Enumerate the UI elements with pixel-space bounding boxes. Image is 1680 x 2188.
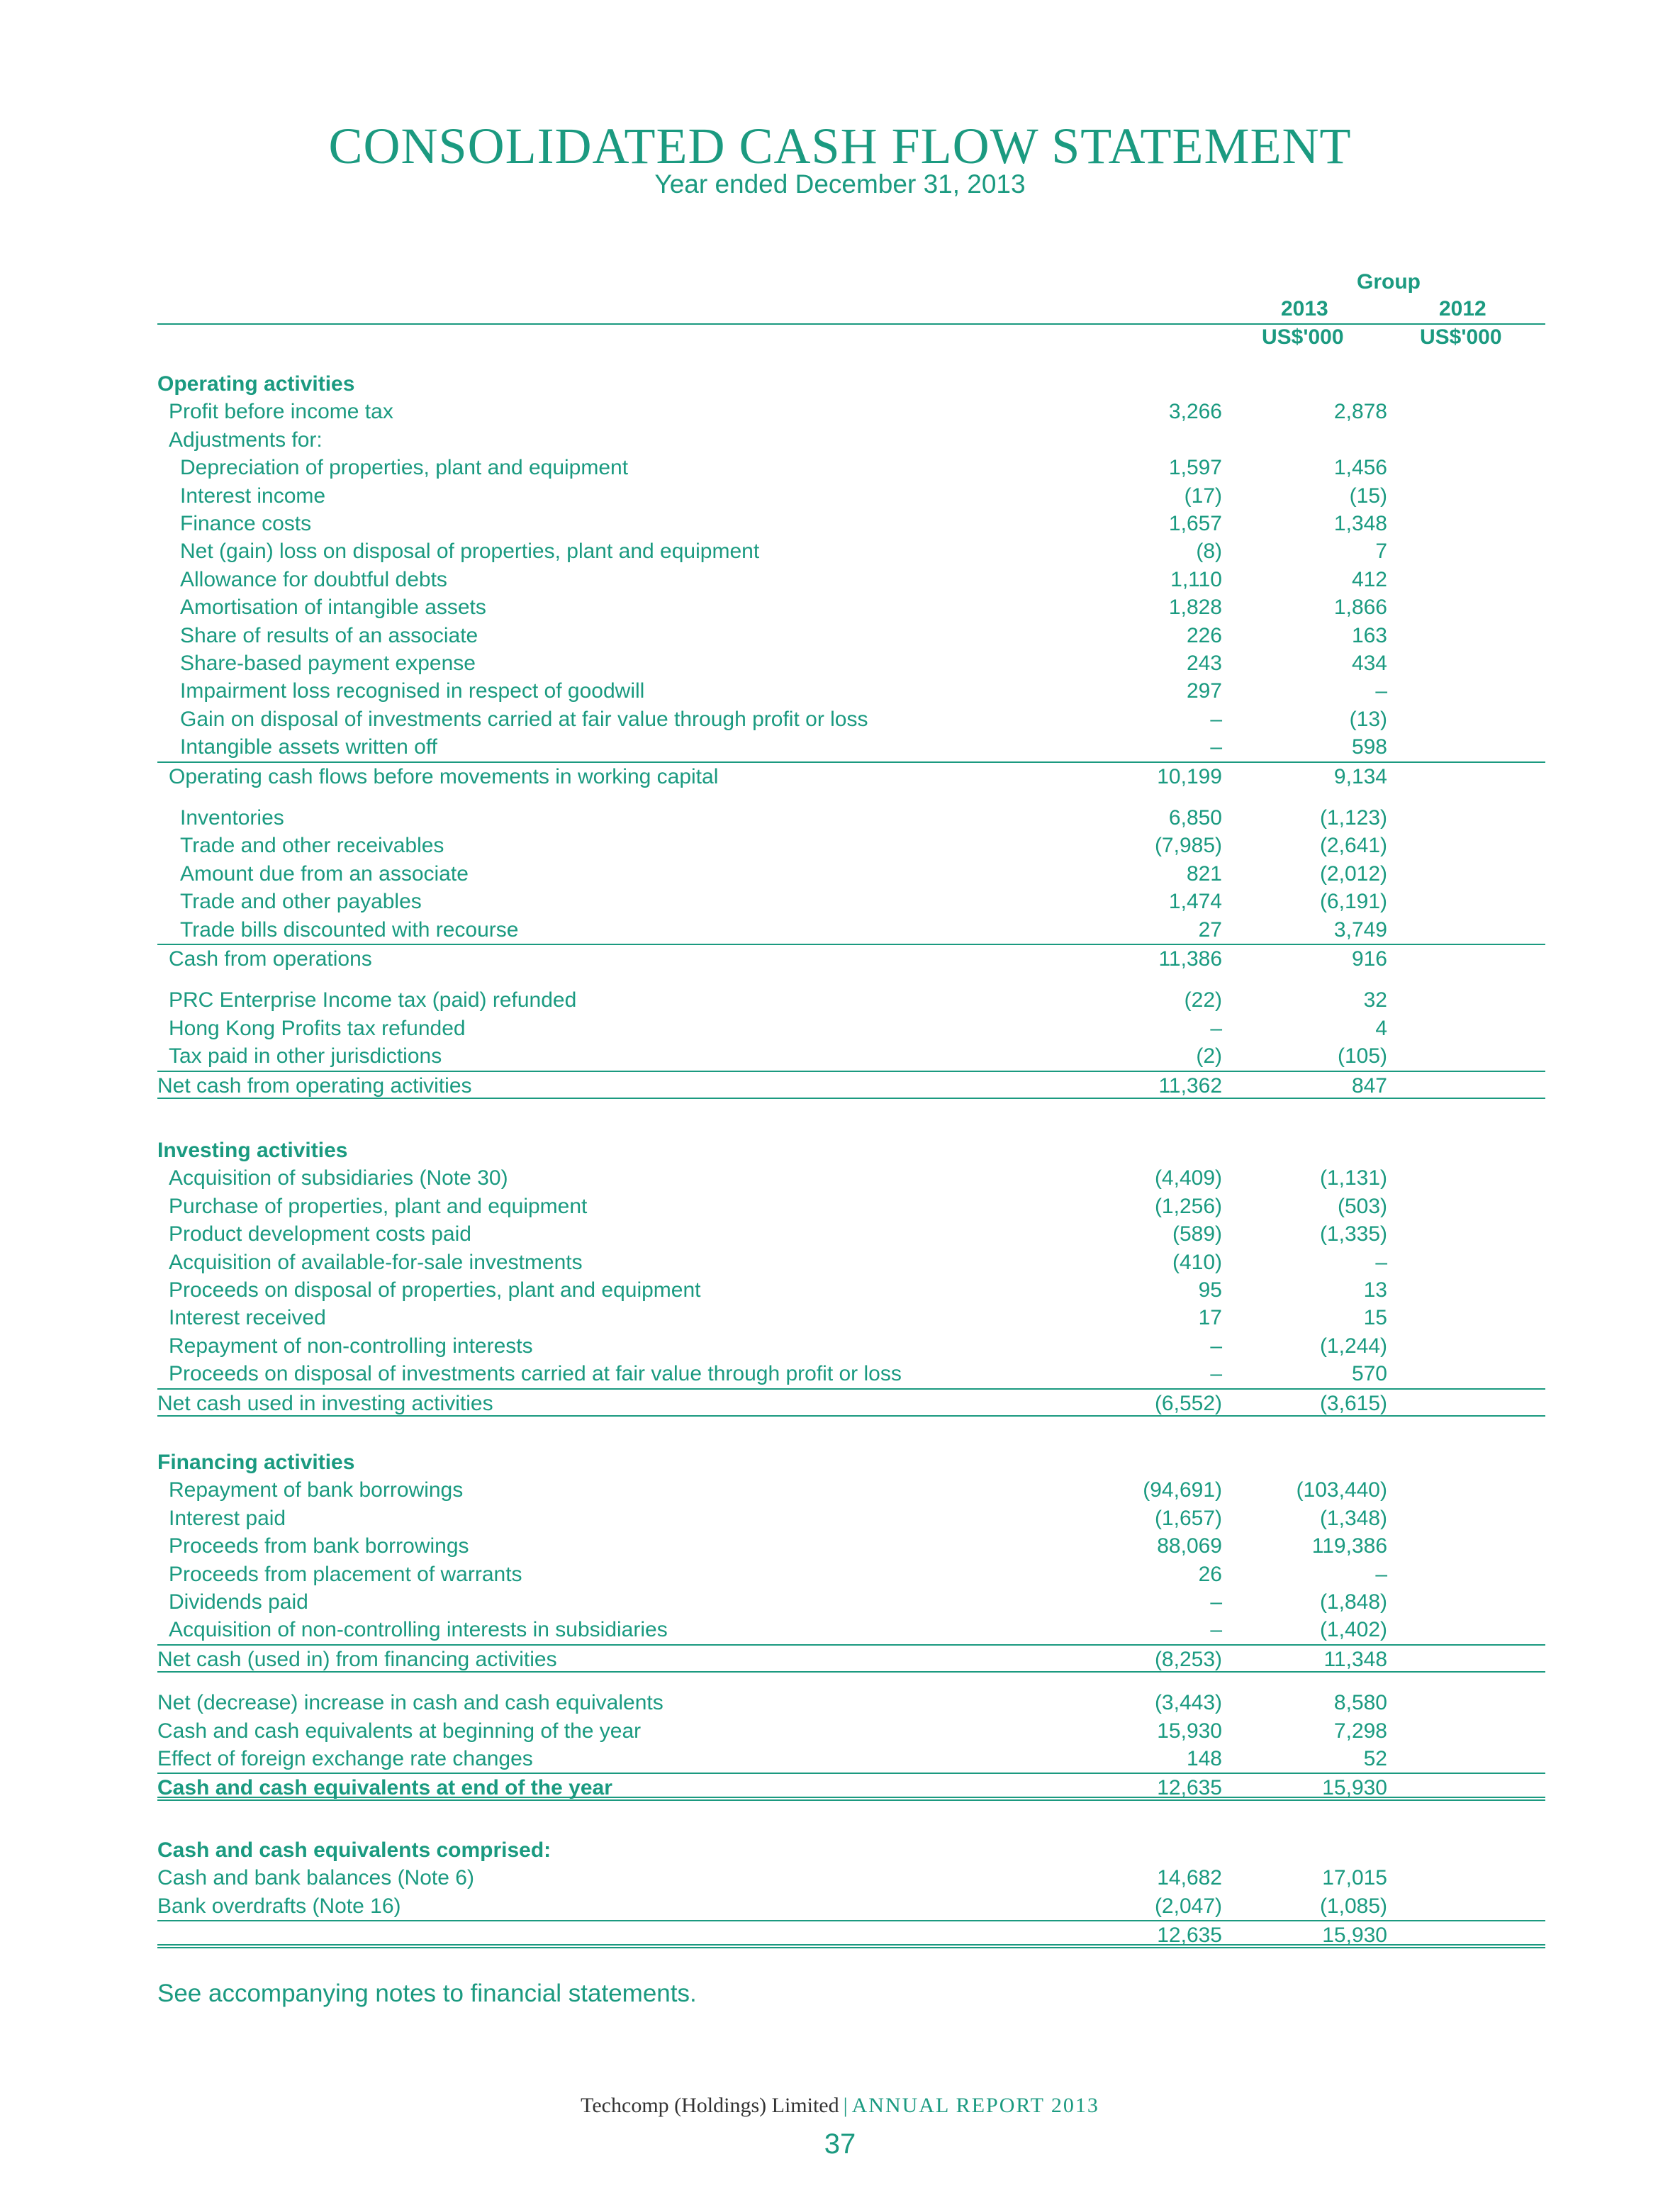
table-row xyxy=(157,1164,1545,1193)
row-label: Share of results of an associate xyxy=(180,623,478,647)
row-label: Proceeds on disposal of investments carried at fair value through profit or loss xyxy=(169,1362,902,1386)
table-row xyxy=(157,1449,1545,1477)
unit-2012-header: US$'000 xyxy=(1420,325,1502,349)
footer-separator: | xyxy=(843,2094,848,2117)
table-row xyxy=(157,482,1545,510)
value-2013: (2,047) xyxy=(1154,1894,1222,1918)
table-row xyxy=(157,1071,1545,1099)
value-2013: 27 xyxy=(1198,917,1222,942)
value-2013: (8,253) xyxy=(1154,1647,1222,1671)
row-label: Intangible assets written off xyxy=(180,735,437,759)
page-footer xyxy=(0,2093,1680,2119)
table-row xyxy=(157,1304,1545,1332)
value-2013: 88,069 xyxy=(1157,1534,1222,1558)
value-2012: (503) xyxy=(1337,1194,1387,1218)
value-2012: 15,930 xyxy=(1322,1776,1387,1800)
value-2013: 3,266 xyxy=(1168,400,1222,424)
table-row xyxy=(157,1015,1545,1043)
value-2013: 1,597 xyxy=(1168,456,1222,480)
value-2013: – xyxy=(1210,1016,1222,1040)
row-label: Finance costs xyxy=(180,512,312,535)
value-2012: – xyxy=(1375,679,1387,703)
row-label: Investing activities xyxy=(157,1139,348,1162)
value-2012: – xyxy=(1375,1250,1387,1274)
value-2012: (2,641) xyxy=(1319,834,1387,858)
value-2012: 598 xyxy=(1351,735,1387,759)
value-2013: 95 xyxy=(1198,1278,1222,1302)
row-label: Acquisition of available-for-sale investments xyxy=(169,1250,583,1274)
row-label: Repayment of non-controlling interests xyxy=(169,1334,533,1358)
table-row xyxy=(157,1476,1545,1505)
row-label: Profit before income tax xyxy=(169,400,393,424)
value-2012: 119,386 xyxy=(1311,1534,1387,1558)
table-row xyxy=(157,1249,1545,1277)
value-2013: 297 xyxy=(1186,679,1222,703)
page-title: CONSOLIDATED CASH FLOW STATEMENT xyxy=(328,118,1352,174)
row-label: Gain on disposal of investments carried at fair value through profit or loss xyxy=(180,707,868,731)
value-2013: – xyxy=(1210,1362,1222,1386)
value-2012: 8,580 xyxy=(1333,1691,1387,1715)
value-2013: (1,256) xyxy=(1154,1194,1222,1218)
value-2012: (2,012) xyxy=(1319,861,1387,886)
value-2013: (8) xyxy=(1196,540,1222,564)
value-2012: (1,131) xyxy=(1319,1166,1387,1190)
value-2012: 163 xyxy=(1351,623,1387,647)
value-2013: (4,409) xyxy=(1154,1166,1222,1190)
row-label: Share-based payment expense xyxy=(180,652,476,675)
table-row xyxy=(157,677,1545,705)
table-row xyxy=(157,1332,1545,1361)
row-label: Interest received xyxy=(169,1306,326,1330)
table-row xyxy=(157,1360,1545,1388)
table-row xyxy=(157,916,1545,944)
row-label: Net cash from operating activities xyxy=(157,1073,472,1098)
row-label: Adjustments for: xyxy=(169,428,323,452)
row-label: Cash and bank balances (Note 6) xyxy=(157,1866,474,1890)
table-row xyxy=(157,832,1545,860)
row-label: Interest paid xyxy=(169,1506,286,1530)
value-2013: (410) xyxy=(1172,1250,1222,1274)
value-2012: 4 xyxy=(1375,1016,1387,1040)
row-label: Bank overdrafts (Note 16) xyxy=(157,1894,401,1918)
value-2013: 1,474 xyxy=(1168,890,1222,914)
table-row xyxy=(157,1689,1545,1717)
table-row xyxy=(157,454,1545,482)
value-2012: 32 xyxy=(1363,988,1387,1012)
row-label: PRC Enterprise Income tax (paid) refunded xyxy=(169,988,577,1012)
row-label: Interest income xyxy=(180,484,326,508)
table-row xyxy=(157,537,1545,566)
table-row xyxy=(157,1042,1545,1071)
page-number: 37 xyxy=(824,2128,856,2160)
row-label: Operating cash flows before movements in working capital xyxy=(169,764,719,788)
value-2012: 7 xyxy=(1375,540,1387,564)
value-2012: (1,848) xyxy=(1319,1590,1387,1614)
table-row xyxy=(157,510,1545,538)
table-row xyxy=(157,649,1545,678)
table-row xyxy=(157,593,1545,622)
footnote: See accompanying notes to financial statements. xyxy=(157,1980,697,2007)
row-label: Cash and cash equivalents at beginning of the year xyxy=(157,1719,642,1743)
value-2013: 14,682 xyxy=(1157,1866,1222,1890)
row-label: Proceeds from placement of warrants xyxy=(169,1562,522,1586)
row-label: Trade and other payables xyxy=(180,890,422,914)
table-row xyxy=(157,1561,1545,1589)
value-2012: 3,749 xyxy=(1333,917,1387,942)
value-2012: (1,085) xyxy=(1319,1894,1387,1918)
value-2012: 7,298 xyxy=(1333,1719,1387,1743)
value-2013: (589) xyxy=(1172,1222,1222,1246)
value-2012: 11,348 xyxy=(1323,1647,1387,1671)
table-row xyxy=(157,761,1545,790)
table-row xyxy=(157,1276,1545,1305)
unit-2013-header: US$'000 xyxy=(1262,325,1344,349)
row-label: Proceeds from bank borrowings xyxy=(169,1534,469,1558)
value-2013: 1,110 xyxy=(1170,567,1222,591)
row-label: Dividends paid xyxy=(169,1590,308,1614)
value-2013: 6,850 xyxy=(1168,806,1222,830)
value-2013: 11,386 xyxy=(1158,947,1222,971)
table-row xyxy=(157,1220,1545,1249)
value-2012: (1,123) xyxy=(1319,806,1387,830)
value-2012: (103,440) xyxy=(1296,1478,1387,1502)
value-2013: 1,828 xyxy=(1168,596,1222,620)
value-2012: 434 xyxy=(1351,652,1387,675)
value-2012: 916 xyxy=(1351,947,1387,971)
table-row xyxy=(157,705,1545,734)
table-row xyxy=(157,1505,1545,1533)
table-row xyxy=(157,1616,1545,1644)
row-label: Net cash (used in) from financing activities xyxy=(157,1647,557,1671)
table-row xyxy=(157,888,1545,916)
value-2012: (1,244) xyxy=(1319,1334,1387,1358)
table-row xyxy=(157,1920,1545,1948)
value-2012: 1,348 xyxy=(1333,512,1387,535)
row-label: Depreciation of properties, plant and equipment xyxy=(180,456,629,480)
row-label: Inventories xyxy=(180,806,284,830)
value-2012: 1,866 xyxy=(1333,596,1387,620)
value-2012: 847 xyxy=(1351,1073,1387,1098)
value-2013: 26 xyxy=(1198,1562,1222,1586)
value-2013: 243 xyxy=(1186,652,1222,675)
table-row xyxy=(157,1773,1545,1801)
value-2012: 9,134 xyxy=(1333,764,1387,788)
value-2012: (105) xyxy=(1337,1044,1387,1068)
value-2013: – xyxy=(1210,1334,1222,1358)
value-2013: 226 xyxy=(1186,623,1222,647)
value-2012: (1,348) xyxy=(1319,1506,1387,1530)
table-row xyxy=(157,1644,1545,1673)
value-2013: (1,657) xyxy=(1154,1506,1222,1530)
value-2013: (2) xyxy=(1196,1044,1222,1068)
value-2013: (3,443) xyxy=(1154,1691,1222,1715)
value-2012: 17,015 xyxy=(1322,1866,1387,1890)
row-label: Amortisation of intangible assets xyxy=(180,596,486,620)
row-label: Repayment of bank borrowings xyxy=(169,1478,464,1502)
row-label: Acquisition of non-controlling interests in subsidiaries xyxy=(169,1618,668,1642)
footer-company: Techcomp (Holdings) Limited xyxy=(581,2094,839,2117)
table-row xyxy=(157,1388,1545,1417)
row-label: Net (gain) loss on disposal of properties, plant and equipment xyxy=(180,540,760,564)
row-label: Tax paid in other jurisdictions xyxy=(169,1044,442,1068)
row-label: Proceeds on disposal of properties, plant and equipment xyxy=(169,1278,701,1302)
row-label: Allowance for doubtful debts xyxy=(180,567,447,591)
value-2012: (1,402) xyxy=(1319,1618,1387,1642)
value-2013: 148 xyxy=(1186,1747,1222,1770)
row-label: Amount due from an associate xyxy=(180,861,469,886)
value-2013: – xyxy=(1210,707,1222,731)
row-label: Impairment loss recognised in respect of goodwill xyxy=(180,679,645,703)
table-row xyxy=(157,1588,1545,1617)
table-row xyxy=(157,1717,1545,1746)
value-2013: 12,635 xyxy=(1157,1924,1222,1947)
row-label: Operating activities xyxy=(157,372,355,396)
value-2013: 1,657 xyxy=(1168,512,1222,535)
row-label: Net cash used in investing activities xyxy=(157,1391,493,1415)
value-2012: 13 xyxy=(1363,1278,1387,1302)
table-row xyxy=(157,733,1545,761)
table-row xyxy=(157,944,1545,972)
value-2013: – xyxy=(1210,1590,1222,1614)
table-row xyxy=(157,1193,1545,1221)
table-row xyxy=(157,370,1545,398)
table-row xyxy=(157,860,1545,888)
table-row xyxy=(157,398,1545,426)
table-row xyxy=(157,426,1545,454)
value-2012: 15 xyxy=(1363,1306,1387,1330)
value-2013: (6,552) xyxy=(1154,1391,1222,1415)
row-label: Cash and cash equivalents comprised: xyxy=(157,1838,551,1862)
value-2013: 12,635 xyxy=(1157,1776,1222,1800)
table-row xyxy=(157,1137,1545,1165)
value-2013: (7,985) xyxy=(1154,834,1222,858)
page-subtitle: Year ended December 31, 2013 xyxy=(654,169,1026,199)
value-2013: 15,930 xyxy=(1157,1719,1222,1743)
table-row xyxy=(157,1532,1545,1561)
value-2013: 821 xyxy=(1186,861,1222,886)
table-row xyxy=(157,804,1545,832)
footer-report: ANNUAL REPORT 2013 xyxy=(851,2094,1099,2117)
value-2012: (3,615) xyxy=(1319,1391,1387,1415)
row-label: Cash and cash equivalents at end of the year xyxy=(157,1776,612,1800)
value-2012: 412 xyxy=(1351,567,1387,591)
row-label: Net (decrease) increase in cash and cash equivalents xyxy=(157,1691,663,1715)
value-2012: 15,930 xyxy=(1322,1924,1387,1947)
table-row xyxy=(157,1892,1545,1921)
value-2013: 17 xyxy=(1198,1306,1222,1330)
row-label: Product development costs paid xyxy=(169,1222,471,1246)
value-2012: – xyxy=(1375,1562,1387,1586)
year-2012-header: 2012 xyxy=(1439,297,1486,320)
table-row xyxy=(157,1836,1545,1865)
value-2013: – xyxy=(1210,1618,1222,1642)
table-row xyxy=(157,1745,1545,1773)
table-row xyxy=(157,986,1545,1015)
row-label: Hong Kong Profits tax refunded xyxy=(169,1016,466,1040)
row-label: Financing activities xyxy=(157,1451,355,1474)
year-2013-header: 2013 xyxy=(1281,297,1328,320)
value-2012: (15) xyxy=(1349,484,1387,508)
value-2013: 10,199 xyxy=(1157,764,1222,788)
group-header: Group xyxy=(1357,270,1421,294)
value-2012: (1,335) xyxy=(1319,1222,1387,1246)
value-2012: (13) xyxy=(1349,707,1387,731)
row-label: Trade bills discounted with recourse xyxy=(180,917,519,942)
value-2012: 2,878 xyxy=(1333,400,1387,424)
value-2013: 11,362 xyxy=(1158,1073,1222,1098)
value-2013: (22) xyxy=(1184,988,1222,1012)
value-2012: 52 xyxy=(1363,1747,1387,1770)
value-2013: – xyxy=(1210,735,1222,759)
value-2012: 570 xyxy=(1351,1362,1387,1386)
row-label: Trade and other receivables xyxy=(180,834,444,858)
table-row xyxy=(157,1864,1545,1892)
value-2012: 1,456 xyxy=(1333,456,1387,480)
value-2013: (17) xyxy=(1184,484,1222,508)
value-2012: (6,191) xyxy=(1319,890,1387,914)
value-2013: (94,691) xyxy=(1143,1478,1222,1502)
row-label: Acquisition of subsidiaries (Note 30) xyxy=(169,1166,508,1190)
row-label: Effect of foreign exchange rate changes xyxy=(157,1747,533,1770)
table-row xyxy=(157,622,1545,650)
row-label: Purchase of properties, plant and equipment xyxy=(169,1194,588,1218)
row-label: Cash from operations xyxy=(169,947,372,971)
table-row xyxy=(157,566,1545,594)
